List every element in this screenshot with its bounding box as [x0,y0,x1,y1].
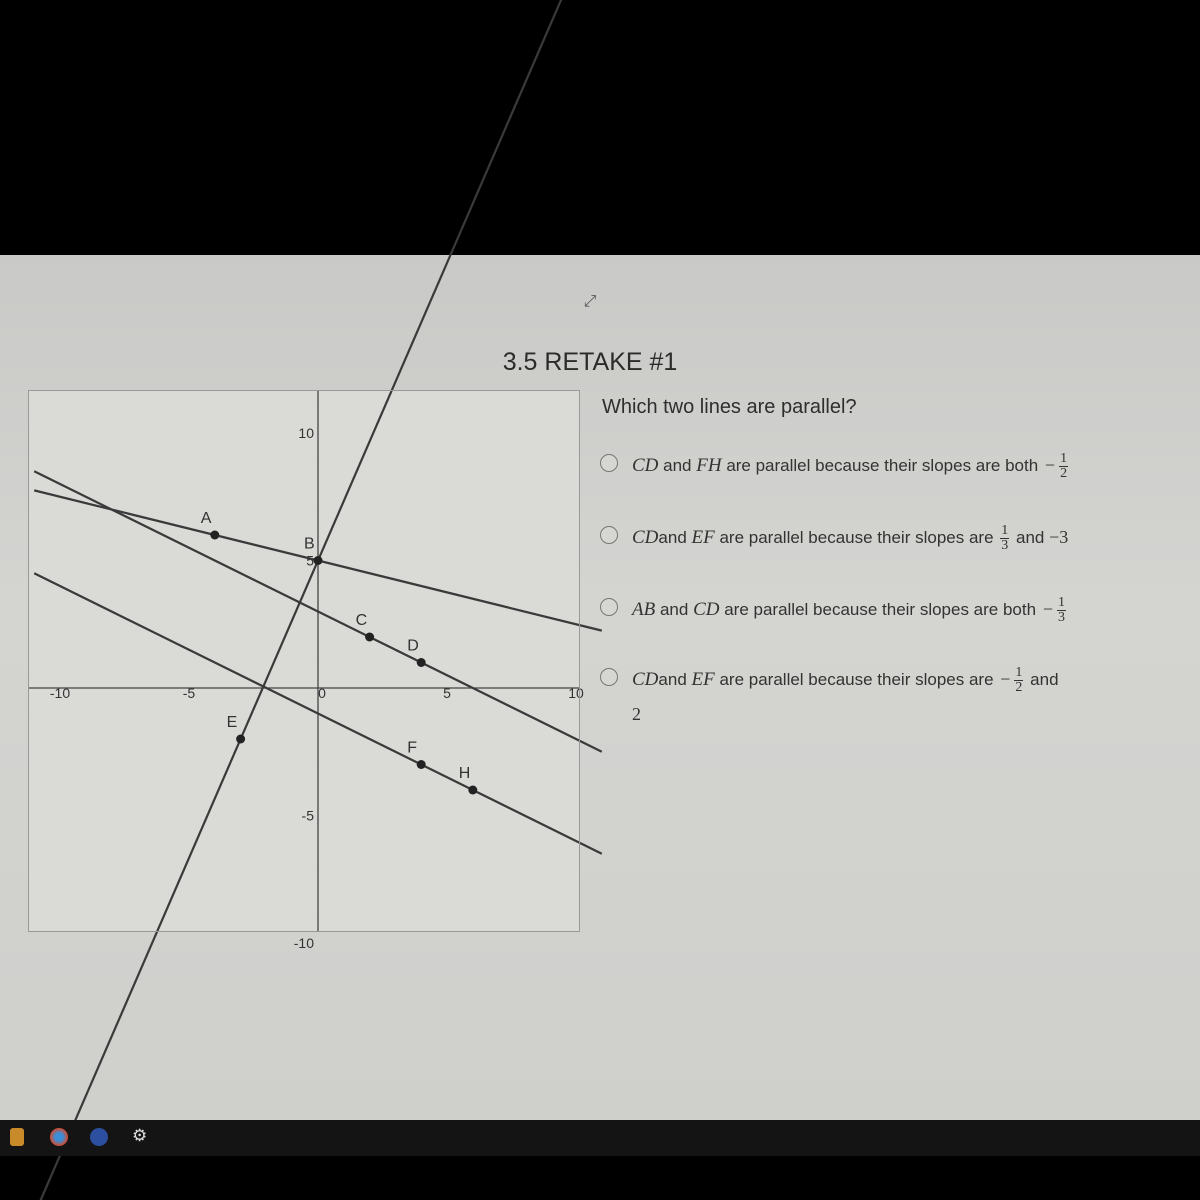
radio-button[interactable] [600,454,618,472]
y-tick-label: -10 [293,935,314,951]
point-b [314,556,323,565]
point-f [417,760,426,769]
point-e [236,735,245,744]
fraction-numerator: 1 [1060,451,1068,466]
slope-value: −3 [1049,526,1069,547]
option-statement: are parallel because their slopes are [719,527,994,547]
x-tick-label: -10 [49,685,71,701]
line-name: AB [632,598,656,620]
radio-button[interactable] [600,526,618,544]
slope-fraction [1000,524,1009,553]
point-c [365,633,374,642]
conjunction: and [1030,669,1059,689]
line-name: CD [632,454,659,476]
slope-fraction [1057,596,1066,625]
point-label-h: H [458,765,471,782]
fraction-numerator: 1 [1015,665,1023,680]
graph-svg [28,390,584,951]
x-tick-label: -5 [182,685,196,701]
x-tick-label: 5 [443,685,451,701]
conjunction: and [663,455,692,475]
settings-gear-icon[interactable]: ⚙ [132,1126,148,1145]
point-d [417,658,426,667]
question-text: Which two lines are parallel? [602,396,857,418]
x-tick-label: 0 [318,685,326,701]
file-explorer-icon[interactable] [10,1128,24,1146]
conjunction: and [1016,527,1045,547]
line-name: EF [691,526,715,548]
fraction-denominator: 3 [1001,538,1009,553]
y-tick-label: -5 [301,807,314,824]
conjunction: and [658,669,687,689]
point-label-f: F [407,739,417,757]
slope-fraction [1014,666,1023,695]
graph-background [28,390,580,932]
point-label-c: C [355,612,368,629]
option-text [632,524,1068,553]
line-name: CD [632,668,659,690]
option-statement: are parallel because their slopes are both [724,599,1037,619]
fraction-numerator: 1 [1001,523,1009,538]
fraction-denominator: 2 [1060,466,1068,481]
y-tick-label: 5 [306,552,314,569]
option-statement: are parallel because their slopes are both [726,455,1039,475]
point-label-d: D [407,637,419,655]
fraction-denominator: 2 [1015,680,1023,695]
radio-button[interactable] [600,598,618,616]
page-title: 3.5 RETAKE #1 [502,348,678,376]
option-text [632,666,1059,695]
line-name: EF [691,668,715,690]
line-name: CD [693,598,720,620]
taskbar [0,1120,1200,1156]
radio-button[interactable] [600,668,618,686]
fraction-numerator: 1 [1057,595,1065,610]
point-h [468,786,477,795]
minus-sign: − [1000,668,1011,689]
x-tick-label: 10 [568,685,584,701]
y-tick-label: 10 [298,425,314,441]
line-name: CD [632,526,659,548]
conjunction: and [659,599,689,619]
line-name: FH [696,454,722,476]
conjunction: and [658,527,687,547]
point-a [210,531,219,540]
coordinate-graph [28,390,584,951]
slope-fraction [1059,452,1068,481]
point-label-a: A [200,510,212,527]
option-text [632,452,1070,481]
option-4-continuation: 2 [632,704,641,724]
option-text [632,596,1068,625]
minus-sign: − [1044,454,1056,475]
app-icon[interactable] [90,1128,108,1146]
point-label-e: E [226,714,238,731]
option-statement: are parallel because their slopes are [719,669,994,689]
fraction-denominator: 3 [1057,610,1065,625]
browser-icon[interactable] [50,1128,68,1146]
point-label-b: B [304,535,315,553]
fullscreen-expand-icon[interactable]: ⤢ [583,293,597,310]
minus-sign: − [1042,598,1053,619]
